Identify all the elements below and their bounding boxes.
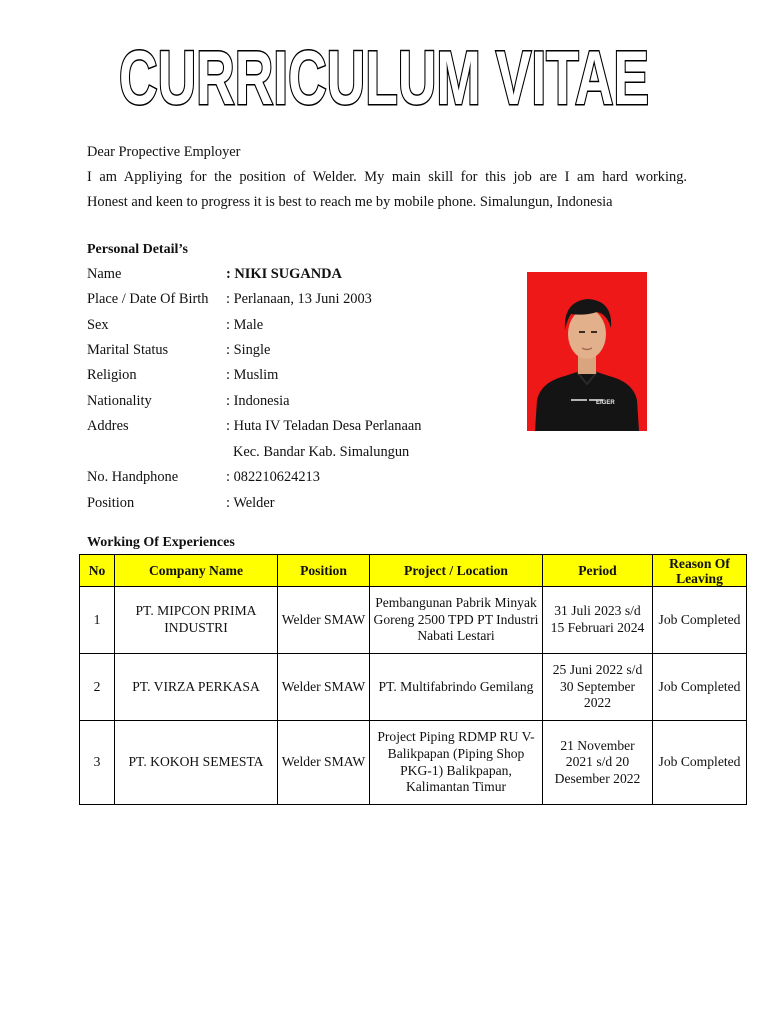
cell-position: Welder SMAW <box>278 654 370 721</box>
table-row <box>80 721 747 805</box>
cell-period: 25 Juni 2022 s/d 30 September 2022 <box>543 654 653 721</box>
cell-reason: Job Completed <box>653 721 747 805</box>
cell-project: Project Piping RDMP RU V-Balikpapan (Piping Shop PKG-1) Balikpapan, Kalimantan Timur <box>370 721 543 805</box>
detail-value: : Muslim <box>226 367 279 383</box>
col-header-project: Project / Location <box>370 555 543 587</box>
greeting: Dear Propective Employer <box>87 144 241 160</box>
cell-position: Welder SMAW <box>278 721 370 805</box>
detail-label: Name <box>87 266 122 282</box>
detail-value: : NIKI SUGANDA <box>226 266 342 282</box>
table-header-row <box>80 555 747 587</box>
detail-value: : Perlanaan, 13 Juni 2003 <box>226 291 372 307</box>
cell-position: Welder SMAW <box>278 587 370 654</box>
detail-label: Nationality <box>87 393 152 409</box>
cell-period: 21 November 2021 s/d 20 Desember 2022 <box>543 721 653 805</box>
detail-value: : Indonesia <box>226 393 290 409</box>
profile-photo <box>527 272 647 431</box>
detail-value: : Single <box>226 342 271 358</box>
cell-project: PT. Multifabrindo Gemilang <box>370 654 543 721</box>
work-experience-table <box>79 554 747 805</box>
detail-label: Sex <box>87 317 109 333</box>
cell-no: 2 <box>80 654 115 721</box>
person-portrait-icon <box>527 272 647 431</box>
detail-label: Place / Date Of Birth <box>87 291 209 307</box>
cell-reason: Job Completed <box>653 654 747 721</box>
col-header-no: No <box>80 555 115 587</box>
shirt-print: EIGER <box>596 400 615 406</box>
detail-label: No. Handphone <box>87 469 179 485</box>
cell-project: Pembangunan Pabrik Minyak Goreng 2500 TPD PT Industri Nabati Lestari <box>370 587 543 654</box>
table-row <box>80 587 747 654</box>
detail-value: : 082210624213 <box>226 469 320 485</box>
detail-label: Addres <box>87 418 129 434</box>
intro-line-1: I am Appliying for the position of Welder. My main skill for this job are I am hard working. <box>87 169 687 185</box>
cv-title-text: CURRICULUM VITAE <box>119 36 649 114</box>
detail-label: Marital Status <box>87 342 169 358</box>
cell-company: PT. KOKOH SEMESTA <box>115 721 278 805</box>
work-experience-heading: Working Of Experiences <box>87 535 235 550</box>
cell-period: 31 Juli 2023 s/d 15 Februari 2024 <box>543 587 653 654</box>
cv-title <box>110 32 658 114</box>
cell-reason: Job Completed <box>653 587 747 654</box>
col-header-position: Position <box>278 555 370 587</box>
intro-line-2: Honest and keen to progress it is best to reach me by mobile phone. Simalungun, Indonesia <box>87 194 613 210</box>
detail-label: Position <box>87 495 135 511</box>
cell-no: 1 <box>80 587 115 654</box>
cell-company: PT. VIRZA PERKASA <box>115 654 278 721</box>
detail-value: : Welder <box>226 495 275 511</box>
col-header-company: Company Name <box>115 555 278 587</box>
cell-company: PT. MIPCON PRIMA INDUSTRI <box>115 587 278 654</box>
intro-paragraph <box>87 140 687 215</box>
detail-value: : Male <box>226 317 264 333</box>
cell-no: 3 <box>80 721 115 805</box>
cv-title-wordart <box>110 32 658 114</box>
detail-value: : Huta IV Teladan Desa Perlanaan <box>226 418 422 434</box>
col-header-reason: Reason Of Leaving <box>653 555 747 587</box>
detail-label: Religion <box>87 367 137 383</box>
col-header-period: Period <box>543 555 653 587</box>
personal-details-heading: Personal Detail’s <box>87 242 188 257</box>
detail-value: Kec. Bandar Kab. Simalungun <box>233 444 410 460</box>
table-row <box>80 654 747 721</box>
